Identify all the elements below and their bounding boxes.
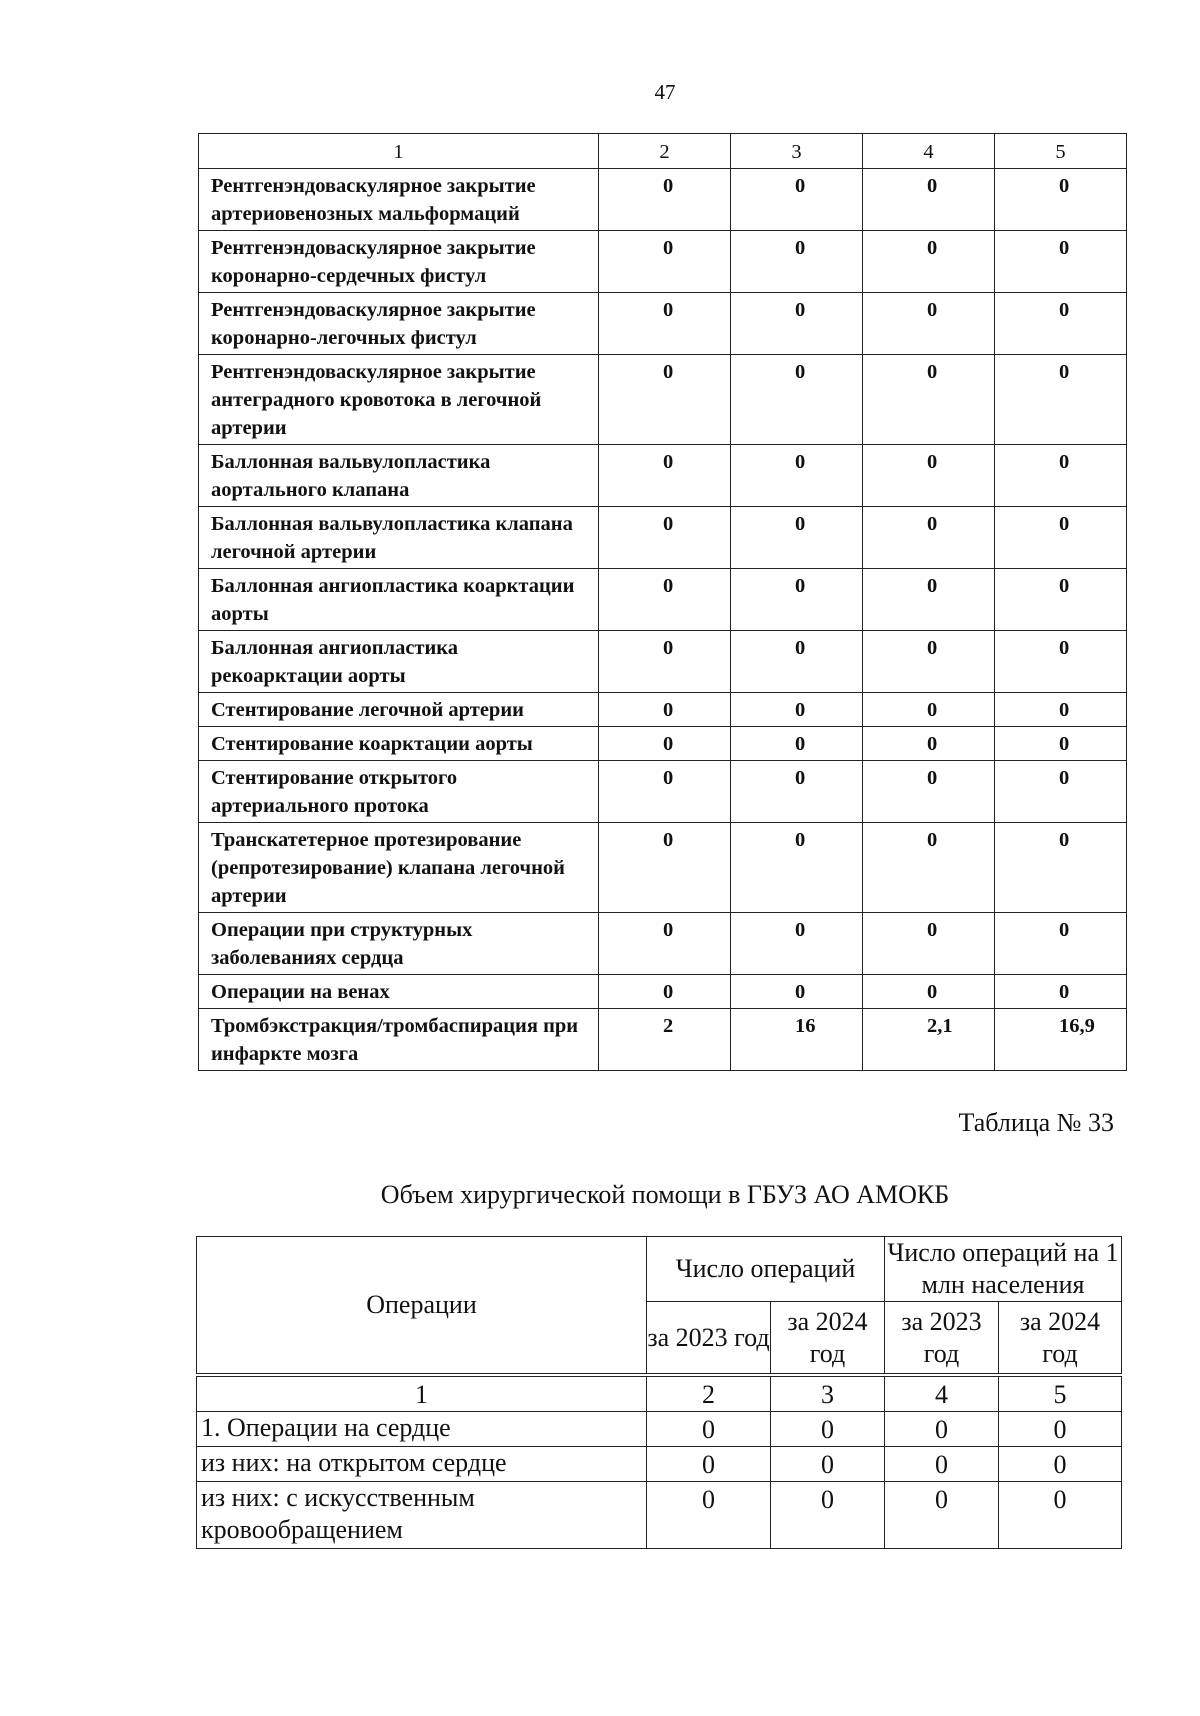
cell-value: 0	[863, 445, 995, 507]
cell-value: 0	[599, 169, 731, 231]
cell-value: 0	[995, 975, 1127, 1009]
cell-value: 0	[731, 913, 863, 975]
cell-value: 0	[999, 1412, 1122, 1447]
cell-value: 0	[995, 569, 1127, 631]
cell-value: 0	[995, 913, 1127, 975]
row-label: Тромбэкстракция/тромбаспирация при инфаркте мозга	[199, 1009, 599, 1071]
table-row	[199, 693, 1127, 727]
cell-value: 0	[731, 507, 863, 569]
cell-value: 2,1	[863, 1009, 995, 1071]
cell-value: 0	[771, 1412, 885, 1447]
table-row	[199, 761, 1127, 823]
cell-value: 2	[599, 1009, 731, 1071]
cell-value: 0	[731, 355, 863, 445]
subheader-2024: за 2024 год	[999, 1302, 1122, 1374]
subheader-2024: за 2024 год	[771, 1302, 885, 1374]
table-row	[199, 913, 1127, 975]
row-label: Рентгенэндоваскулярное закрытие коронарно-сердечных фистул	[199, 231, 599, 293]
cell-value: 0	[995, 169, 1127, 231]
cell-value: 0	[863, 169, 995, 231]
table-row	[199, 631, 1127, 693]
table-row	[199, 975, 1127, 1009]
table-body	[197, 1412, 1122, 1549]
cell-value: 0	[885, 1412, 999, 1447]
cell-value: 0	[995, 631, 1127, 693]
row-label: Транскатетерное протезирование (репротезирование) клапана легочной артерии	[199, 823, 599, 913]
table-header-row	[197, 1237, 1122, 1302]
cell-value: 0	[995, 445, 1127, 507]
cell-value: 0	[599, 507, 731, 569]
cell-value: 0	[599, 355, 731, 445]
cell-value: 0	[995, 693, 1127, 727]
table-row	[199, 569, 1127, 631]
table-row	[197, 1447, 1122, 1482]
row-label: Баллонная ангиопластика коарктации аорты	[199, 569, 599, 631]
table-row	[199, 355, 1127, 445]
procedures-table-continued	[198, 133, 1127, 1071]
column-number: 1	[199, 134, 599, 169]
cell-value: 0	[995, 355, 1127, 445]
cell-value: 0	[885, 1447, 999, 1482]
column-number: 3	[771, 1377, 885, 1412]
table-row	[199, 823, 1127, 913]
row-label: Баллонная ангиопластика рекоарктации аорты	[199, 631, 599, 693]
cell-value: 0	[863, 693, 995, 727]
cell-value: 0	[995, 507, 1127, 569]
column-number: 3	[731, 134, 863, 169]
cell-value: 0	[731, 169, 863, 231]
row-label: Стентирование легочной артерии	[199, 693, 599, 727]
table-row	[199, 727, 1127, 761]
cell-value: 0	[863, 231, 995, 293]
row-label: Рентгенэндоваскулярное закрытие антеградного кровотока в легочной артерии	[199, 355, 599, 445]
cell-value: 0	[647, 1447, 771, 1482]
row-label: Стентирование открытого артериального протока	[199, 761, 599, 823]
cell-value: 0	[731, 761, 863, 823]
column-number: 5	[995, 134, 1127, 169]
table-row	[197, 1412, 1122, 1447]
row-label: Рентгенэндоваскулярное закрытие артериовенозных мальформаций	[199, 169, 599, 231]
cell-value: 0	[731, 727, 863, 761]
subheader-2023: за 2023 год	[885, 1302, 999, 1374]
column-number: 4	[885, 1377, 999, 1412]
row-label: Операции при структурных заболеваниях сердца	[199, 913, 599, 975]
cell-value: 0	[999, 1447, 1122, 1482]
cell-value: 0	[863, 569, 995, 631]
column-number: 2	[599, 134, 731, 169]
cell-value: 0	[599, 445, 731, 507]
cell-value: 0	[995, 727, 1127, 761]
cell-value: 0	[863, 727, 995, 761]
cell-value: 0	[647, 1482, 771, 1549]
cell-value: 0	[599, 913, 731, 975]
column-number: 2	[647, 1377, 771, 1412]
cell-value: 0	[863, 975, 995, 1009]
header-count: Число операций	[647, 1237, 885, 1302]
table-label: Таблица № 33	[958, 1108, 1114, 1137]
cell-value: 0	[995, 293, 1127, 355]
cell-value: 0	[731, 445, 863, 507]
cell-value: 0	[599, 693, 731, 727]
table-row	[199, 507, 1127, 569]
cell-value: 0	[995, 823, 1127, 913]
table-row	[197, 1482, 1122, 1549]
cell-value: 0	[863, 293, 995, 355]
cell-value: 0	[647, 1412, 771, 1447]
cell-value: 0	[599, 293, 731, 355]
cell-value: 0	[863, 913, 995, 975]
table-row	[199, 169, 1127, 231]
row-label: 1. Операции на сердце	[197, 1412, 647, 1447]
cell-value: 0	[599, 231, 731, 293]
row-label: Операции на венах	[199, 975, 599, 1009]
cell-value: 0	[771, 1447, 885, 1482]
cell-value: 0	[863, 507, 995, 569]
cell-value: 0	[731, 823, 863, 913]
header-operations: Операции	[197, 1237, 647, 1374]
table-body	[199, 169, 1127, 1071]
column-number-row	[199, 134, 1127, 169]
subheader-2023: за 2023 год	[647, 1302, 771, 1374]
cell-value: 0	[599, 761, 731, 823]
header-per-million: Число операций на 1 млн населения	[885, 1237, 1122, 1302]
cell-value: 0	[731, 231, 863, 293]
cell-value: 16	[731, 1009, 863, 1071]
cell-value: 0	[863, 823, 995, 913]
column-number: 5	[999, 1377, 1122, 1412]
column-number-row	[197, 1377, 1122, 1412]
cell-value: 0	[599, 631, 731, 693]
cell-value: 0	[995, 231, 1127, 293]
table-row	[199, 293, 1127, 355]
table-row	[199, 231, 1127, 293]
cell-value: 0	[599, 823, 731, 913]
row-label: из них: на открытом сердце	[197, 1447, 647, 1482]
cell-value: 0	[599, 727, 731, 761]
row-label: Баллонная вальвулопластика аортального клапана	[199, 445, 599, 507]
cell-value: 0	[731, 631, 863, 693]
cell-value: 0	[731, 569, 863, 631]
cell-value: 0	[731, 693, 863, 727]
cell-value: 0	[885, 1482, 999, 1549]
row-label: Рентгенэндоваскулярное закрытие коронарно-легочных фистул	[199, 293, 599, 355]
cell-value: 0	[863, 761, 995, 823]
cell-value: 0	[863, 631, 995, 693]
column-number: 4	[863, 134, 995, 169]
cell-value: 0	[995, 761, 1127, 823]
table-row	[199, 445, 1127, 507]
row-label: Баллонная вальвулопластика клапана легочной артерии	[199, 507, 599, 569]
table-row	[199, 1009, 1127, 1071]
cell-value: 0	[771, 1482, 885, 1549]
cell-value: 0	[731, 293, 863, 355]
row-label: из них: с искусственным кровообращением	[197, 1482, 647, 1549]
surgical-volume-table	[196, 1236, 1122, 1549]
page-number: 47	[654, 80, 676, 104]
cell-value: 0	[599, 569, 731, 631]
cell-value: 0	[599, 975, 731, 1009]
cell-value: 16,9	[995, 1009, 1127, 1071]
cell-value: 0	[731, 975, 863, 1009]
cell-value: 0	[999, 1482, 1122, 1549]
column-number: 1	[197, 1377, 647, 1412]
row-label: Стентирование коарктации аорты	[199, 727, 599, 761]
table-title: Объем хирургической помощи в ГБУЗ АО АМОКБ	[380, 1180, 950, 1209]
cell-value: 0	[863, 355, 995, 445]
